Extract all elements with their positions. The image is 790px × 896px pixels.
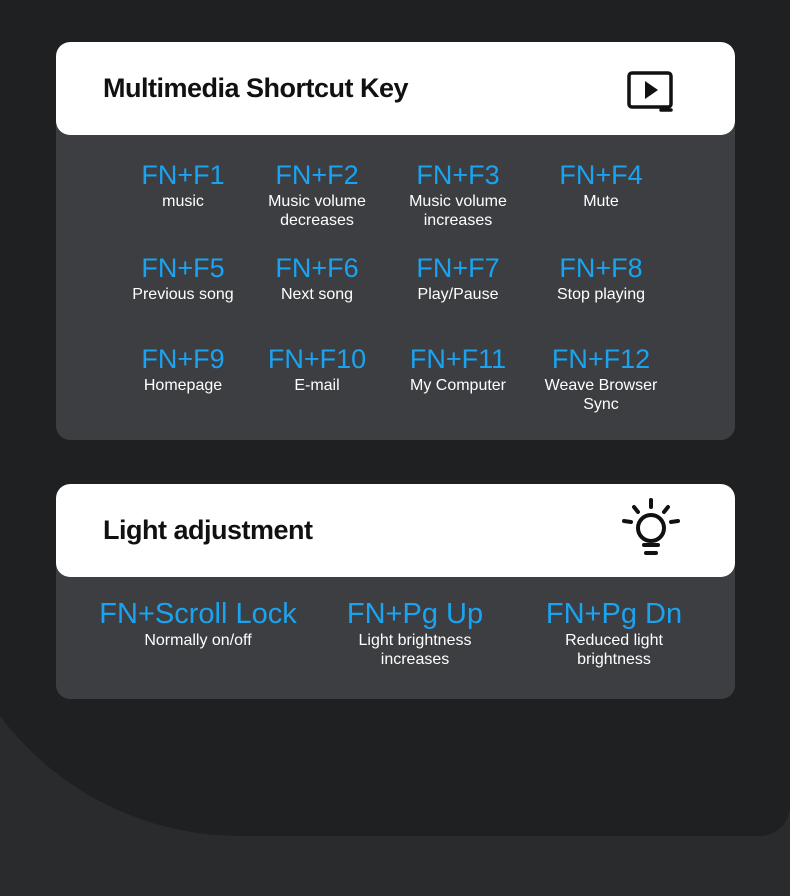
multimedia-header (56, 42, 735, 135)
key-fn-pg-dn (546, 599, 682, 669)
key-fn-f3 (409, 160, 507, 230)
key-combo: FN+F1 (141, 160, 225, 190)
key-desc: E-mail (294, 377, 340, 394)
key-desc: Music volume (409, 193, 507, 210)
key-combo: FN+F9 (141, 344, 225, 374)
key-desc: Previous song (132, 286, 234, 303)
key-fn-f11 (410, 344, 506, 395)
key-fn-f6 (275, 253, 358, 304)
key-combo: FN+Pg Up (346, 598, 484, 630)
key-fn-f8 (557, 253, 645, 304)
key-desc: Homepage (143, 377, 223, 394)
key-combo: FN+F12 (551, 344, 651, 374)
light-panel (56, 484, 735, 699)
key-combo: FN+F2 (275, 160, 359, 190)
multimedia-panel (56, 42, 735, 440)
key-combo: FN+F6 (275, 253, 359, 283)
key-desc: Stop playing (556, 286, 646, 303)
key-desc-line2: increases (423, 212, 493, 229)
key-combo: FN+F8 (559, 253, 643, 283)
key-desc: music (162, 193, 204, 210)
light-title: Light adjustment (103, 515, 313, 545)
key-desc: Music volume (268, 193, 366, 210)
key-desc-line2: increases (380, 651, 450, 668)
key-desc: Light brightness (358, 632, 472, 649)
key-desc-line2: decreases (280, 212, 354, 229)
key-desc: My Computer (409, 377, 507, 394)
light-bulb-icon (621, 498, 681, 560)
key-fn-f5 (132, 253, 233, 304)
key-fn-pg-up (347, 599, 483, 669)
key-combo: FN+F11 (409, 344, 507, 374)
key-combo: FN+F5 (141, 253, 225, 283)
key-desc: Reduced light (565, 632, 663, 649)
key-fn-scroll-lock (99, 599, 296, 650)
light-header (56, 484, 735, 577)
key-fn-f2 (268, 160, 366, 230)
key-fn-f10 (268, 344, 366, 395)
key-fn-f7 (416, 253, 499, 304)
key-fn-f4 (559, 160, 642, 211)
key-desc: Next song (280, 286, 354, 303)
key-combo: FN+F3 (416, 160, 500, 190)
key-combo: FN+F4 (559, 160, 643, 190)
key-desc: Mute (583, 193, 619, 210)
key-desc-line2: Sync (583, 396, 619, 413)
key-desc-line2: brightness (577, 651, 651, 668)
key-fn-f1 (141, 160, 224, 211)
key-desc: Play/Pause (417, 286, 499, 303)
key-combo: FN+Pg Dn (545, 598, 683, 630)
key-combo: FN+F10 (267, 344, 367, 374)
key-combo: FN+Scroll Lock (99, 598, 297, 630)
key-desc: Normally on/off (144, 632, 252, 649)
key-fn-f12 (545, 344, 658, 414)
key-combo: FN+F7 (416, 253, 500, 283)
key-desc: Weave Browser (544, 377, 658, 394)
multimedia-title: Multimedia Shortcut Key (103, 73, 409, 103)
key-fn-f9 (141, 344, 224, 395)
play-screen-icon (627, 70, 675, 114)
